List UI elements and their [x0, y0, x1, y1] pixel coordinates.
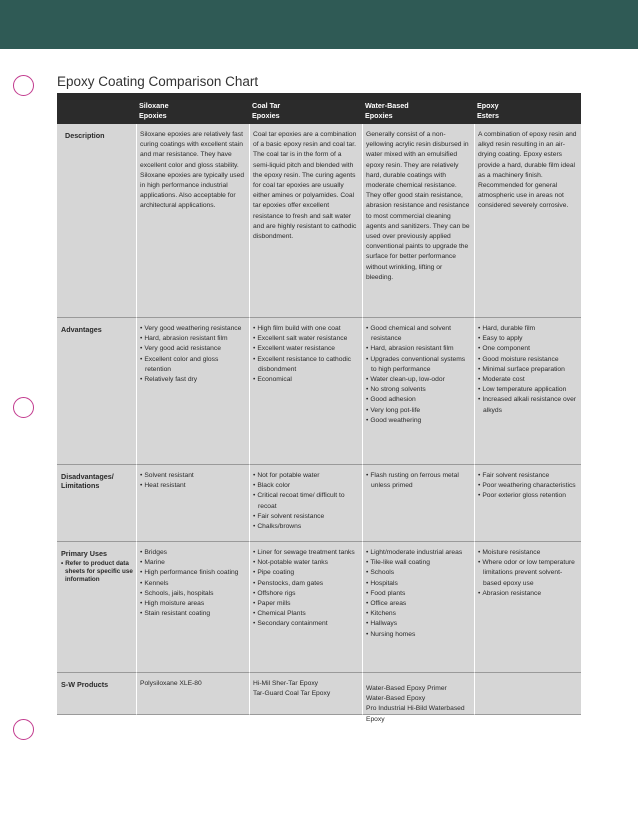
disadvantage-item: • Poor weathering characteristics	[478, 481, 577, 491]
disadvantage-item: • Fair solvent resistance	[253, 512, 358, 522]
product-name: Polysiloxane XLE-80	[140, 680, 202, 687]
row-label-disadvantages: Disadvantages/ Limitations	[57, 465, 136, 542]
row-label-primary-uses	[57, 542, 136, 673]
advantage-item: • Good weathering	[366, 416, 470, 426]
primary-uses-label: Primary Uses	[61, 549, 107, 558]
use-item: • Not-potable water tanks	[253, 558, 358, 568]
use-item: • Abrasion resistance	[478, 589, 577, 599]
disadvantages-coal-tar	[249, 465, 362, 542]
use-item: • Chemical Plants	[253, 609, 358, 619]
use-item: • Offshore rigs	[253, 589, 358, 599]
advantage-item: • Excellent resistance to cathodic disbondment	[253, 355, 358, 375]
products-siloxane	[136, 673, 249, 715]
disadvantage-item: • Heat resistant	[140, 481, 245, 491]
advantage-item: • Excellent color and gloss retention	[140, 355, 245, 375]
use-item: • Marine	[140, 558, 245, 568]
advantage-item: • Minimal surface preparation	[478, 365, 577, 375]
advantage-item: • Hard, abrasion resistant film	[366, 344, 470, 354]
advantages-coal-tar	[249, 318, 362, 465]
use-item: • Kitchens	[366, 609, 470, 619]
punch-hole-icon	[13, 719, 34, 740]
top-color-band	[0, 0, 638, 49]
description-epoxy-esters: A combination of epoxy resin and alkyd resin resulting in an air-drying coating. Epoxy esters provide a hard, durable film ideal as a machinery finish. Recommended for general atmospheric use in areas not considered severely corrosive.	[474, 124, 581, 318]
product-name: Water-Based Epoxy Primer	[366, 685, 447, 692]
header-siloxane: Siloxane Epoxies	[136, 93, 249, 124]
use-item: • Secondary containment	[253, 619, 358, 629]
use-item: • Light/moderate industrial areas	[366, 548, 470, 558]
product-name: Tar-Guard Coal Tar Epoxy	[253, 690, 331, 698]
advantage-item: • Economical	[253, 375, 358, 385]
advantage-item: • Hard, durable film	[478, 324, 577, 334]
use-item: • Stain resistant coating	[140, 609, 245, 619]
advantage-item: • Excellent water resistance	[253, 344, 358, 354]
use-item: • Hospitals	[366, 579, 470, 589]
products-water-based	[362, 673, 474, 723]
use-item: • Paper mills	[253, 599, 358, 609]
uses-coal-tar	[249, 542, 362, 673]
product-name: Water-Based Epoxy	[366, 695, 426, 703]
disadvantage-item: • Poor exterior gloss retention	[478, 491, 577, 501]
advantage-item: • Water clean-up, low-odor	[366, 375, 470, 385]
disadvantage-item: • Fair solvent resistance	[478, 471, 577, 481]
use-item: • High moisture areas	[140, 599, 245, 609]
advantage-item: • Very good weathering resistance	[140, 324, 245, 334]
advantage-item: • Good moisture resistance	[478, 355, 577, 365]
products-epoxy-esters	[474, 673, 581, 715]
advantage-item: • Relatively fast dry	[140, 375, 245, 385]
disadvantages-water-based	[362, 465, 474, 542]
disadvantage-item: • Chalks/browns	[253, 522, 358, 532]
advantage-item: • Low temperature application	[478, 385, 577, 395]
uses-siloxane	[136, 542, 249, 673]
advantage-item: • Good adhesion	[366, 395, 470, 405]
use-item: • Liner for sewage treatment tanks	[253, 548, 358, 558]
use-item: • Schools, jails, hospitals	[140, 589, 245, 599]
row-label-description: Description	[57, 124, 136, 318]
header-corner	[57, 93, 136, 124]
advantage-item: • Hard, abrasion resistant film	[140, 334, 245, 344]
product-name: Hi-Mil Sher-Tar Epoxy	[253, 680, 319, 687]
primary-uses-note: • Refer to product data sheets for specific use information	[61, 560, 133, 584]
advantage-item: • One component	[478, 344, 577, 354]
use-item: • Food plants	[366, 589, 470, 599]
disadvantage-item: • Black color	[253, 481, 358, 491]
comparison-table	[57, 93, 581, 723]
description-water-based: Generally consist of a non-yellowing acrylic resin disbursed in water mixed with an emulsified epoxy resin. They are relatively hard, durable coatings with moderate chemical resistance. They offer good stain resistance, abrasion resistance and resistance to most commercial cleaning agents and sanitizers. They can be used over previously applied conventional paints to upgrade the surface for better performance without wrinkling, lifting or bleeding.	[362, 124, 474, 318]
advantages-epoxy-esters	[474, 318, 581, 465]
punch-hole-icon	[13, 397, 34, 418]
description-coal-tar: Coal tar epoxies are a combination of a basic epoxy resin and coal tar. The coal tar is in the form of a semi-liquid pitch and blended with the epoxy resin. The curing agents for coal tar epoxies are usually either amines or polyamides. Coal tar epoxies offer excellent resistance to fresh and salt water and are highly resistant to cathodic disbondment.	[249, 124, 362, 318]
product-name: Pro Industrial Hi-Bild Waterbased Epoxy	[366, 705, 465, 723]
row-label-advantages: Advantages	[57, 318, 136, 465]
punch-hole-icon	[13, 75, 34, 96]
advantages-water-based	[362, 318, 474, 465]
use-item: • Penstocks, dam gates	[253, 579, 358, 589]
advantage-item: • Moderate cost	[478, 375, 577, 385]
use-item: • Bridges	[140, 548, 245, 558]
header-water-based: Water-Based Epoxies	[362, 93, 474, 124]
disadvantage-item: • Not for potable water	[253, 471, 358, 481]
use-item: • Hallways	[366, 619, 470, 629]
use-item: • Tile-like wall coating	[366, 558, 470, 568]
advantages-siloxane	[136, 318, 249, 465]
advantage-item: • Very good acid resistance	[140, 344, 245, 354]
use-item: • Moisture resistance	[478, 548, 577, 558]
use-item: • Kennels	[140, 579, 245, 589]
products-coal-tar	[249, 673, 362, 715]
disadvantages-epoxy-esters	[474, 465, 581, 542]
header-epoxy-esters: Epoxy Esters	[474, 93, 581, 124]
use-item: • High performance finish coating	[140, 568, 245, 578]
page-title: Epoxy Coating Comparison Chart	[57, 74, 259, 89]
advantage-item: • Excellent salt water resistance	[253, 334, 358, 344]
disadvantage-item: • Flash rusting on ferrous metal unless primed	[366, 471, 470, 491]
advantage-item: • No strong solvents	[366, 385, 470, 395]
advantage-item: • Good chemical and solvent resistance	[366, 324, 470, 344]
advantage-item: • Increased alkali resistance over alkyds	[478, 395, 577, 415]
uses-epoxy-esters	[474, 542, 581, 673]
disadvantage-item: • Solvent resistant	[140, 471, 245, 481]
disadvantage-item: • Critical recoat time/ difficult to recoat	[253, 491, 358, 511]
header-coal-tar: Coal Tar Epoxies	[249, 93, 362, 124]
use-item: • Office areas	[366, 599, 470, 609]
advantage-item: • Upgrades conventional systems to high performance	[366, 355, 470, 375]
description-siloxane: Siloxane epoxies are relatively fast curing coatings with excellent stain and mar resistance. They have excellent color and gloss stability. Siloxane epoxies are typically used in high performance industrial applications. Also acceptable for architectural applications.	[136, 124, 249, 318]
use-item: • Nursing homes	[366, 630, 470, 640]
advantage-item: • Easy to apply	[478, 334, 577, 344]
row-label-products: S-W Products	[57, 673, 136, 715]
advantage-item: • High film build with one coat	[253, 324, 358, 334]
use-item: • Schools	[366, 568, 470, 578]
disadvantages-siloxane	[136, 465, 249, 542]
use-item: • Pipe coating	[253, 568, 358, 578]
advantage-item: • Very long pot-life	[366, 406, 470, 416]
use-item: • Where odor or low temperature limitations prevent solvent-based epoxy use	[478, 558, 577, 589]
uses-water-based	[362, 542, 474, 673]
